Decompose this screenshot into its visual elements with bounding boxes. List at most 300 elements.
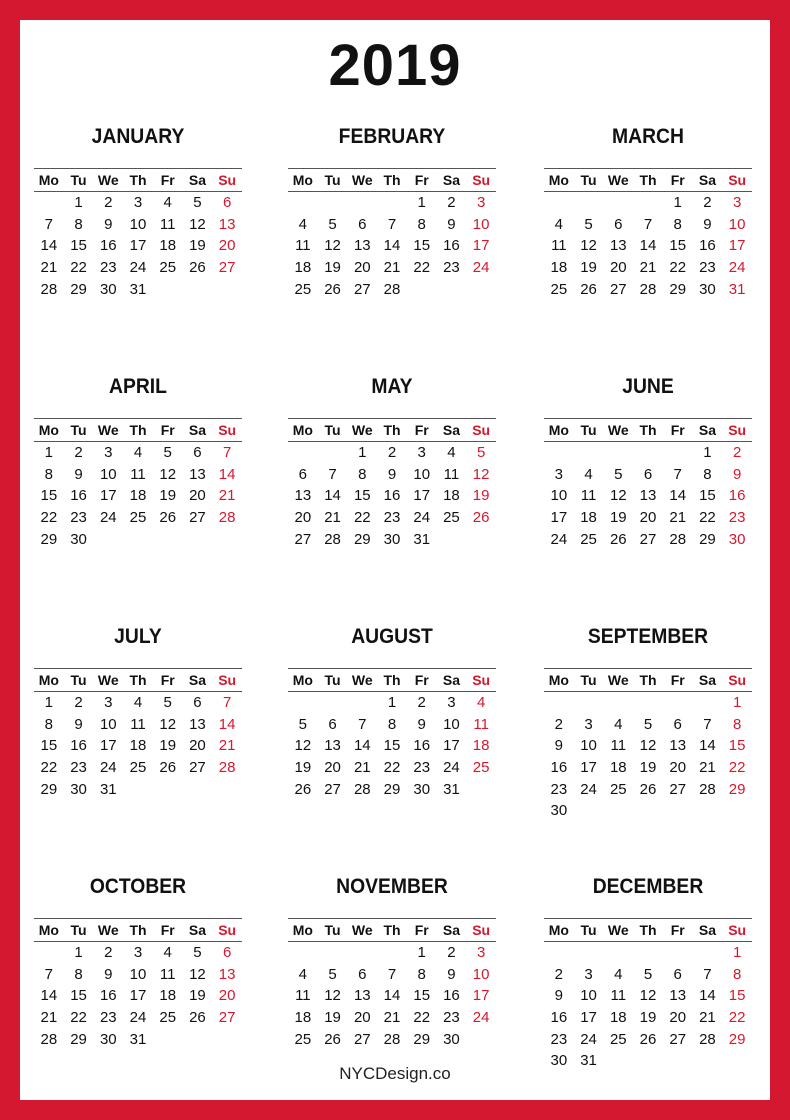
day-cell: 18 — [472, 737, 490, 755]
day-cell: 29 — [669, 280, 687, 298]
day-cell: 25 — [550, 280, 568, 298]
empty-cell — [574, 192, 604, 214]
day-cell: 23 — [70, 759, 87, 777]
day-cell: 26 — [580, 280, 597, 298]
day-cell: 16 — [413, 737, 431, 755]
day-cell: 11 — [443, 465, 460, 483]
week-row — [288, 964, 496, 986]
day-cell: 9 — [703, 215, 712, 233]
day-cell: 24 — [728, 259, 746, 277]
day-cell: 17 — [580, 759, 597, 777]
day-cell: 23 — [728, 509, 746, 527]
weekday-we: We — [97, 922, 119, 938]
week-row — [34, 735, 242, 757]
day-cell: 11 — [159, 965, 176, 983]
day-cell: 5 — [193, 944, 202, 961]
day-cell: 7 — [44, 215, 54, 233]
day-cell: 12 — [639, 737, 657, 755]
month-august — [288, 620, 496, 800]
day-cell: 25 — [129, 509, 147, 527]
day-cell: 25 — [294, 1030, 312, 1048]
day-cell: 10 — [550, 487, 568, 505]
day-cell: 5 — [328, 965, 337, 983]
day-cell: 10 — [413, 465, 431, 483]
day-cell: 6 — [673, 965, 682, 983]
day-cell: 19 — [580, 259, 597, 277]
weekday-header — [288, 169, 496, 192]
day-cell: 18 — [580, 509, 597, 527]
month-june — [544, 370, 752, 550]
weekday-we: We — [351, 672, 373, 688]
day-cell: 20 — [218, 237, 236, 255]
week-row — [544, 692, 752, 714]
day-cell: 2 — [447, 944, 456, 961]
month-december — [544, 870, 752, 1072]
empty-cell — [663, 442, 693, 464]
day-cell: 29 — [40, 530, 58, 548]
day-cell: 20 — [189, 487, 206, 505]
weekday-su: Su — [472, 922, 491, 938]
day-cell: 10 — [99, 715, 117, 733]
day-cell: 19 — [159, 737, 177, 755]
day-cell: 28 — [40, 280, 58, 298]
day-cell: 5 — [163, 694, 172, 711]
empty-cell — [347, 192, 377, 214]
week-row — [544, 714, 752, 736]
week-row — [288, 985, 496, 1007]
week-row — [288, 279, 496, 301]
day-cell: 8 — [732, 965, 742, 983]
week-row — [288, 485, 496, 507]
day-cell: 23 — [443, 259, 460, 277]
weekday-sa: Sa — [442, 172, 460, 188]
day-cell: 7 — [387, 965, 397, 983]
month-may — [288, 370, 496, 550]
weekday-th: Th — [383, 422, 401, 438]
day-cell: 29 — [353, 530, 371, 548]
day-cell: 13 — [353, 987, 371, 1005]
day-cell: 18 — [609, 759, 627, 777]
empty-cell — [318, 442, 348, 464]
day-cell: 7 — [222, 444, 232, 461]
day-cell: 21 — [669, 509, 687, 527]
day-cell: 2 — [104, 944, 113, 961]
day-cell: 31 — [580, 1052, 597, 1070]
day-cell: 28 — [669, 530, 687, 548]
day-cell: 19 — [639, 1009, 657, 1027]
day-cell: 17 — [129, 237, 147, 255]
day-cell: 26 — [639, 780, 657, 798]
day-cell: 20 — [294, 509, 312, 527]
day-cell: 24 — [580, 1030, 597, 1048]
day-cell: 27 — [353, 280, 371, 298]
day-cell: 13 — [189, 715, 206, 733]
day-cell: 30 — [70, 530, 87, 548]
weekday-fr: Fr — [160, 172, 175, 188]
week-row — [34, 257, 242, 279]
day-cell: 3 — [476, 194, 486, 211]
empty-cell — [544, 192, 574, 214]
day-cell: 17 — [550, 509, 568, 527]
day-cell: 14 — [353, 737, 371, 755]
day-cell: 9 — [387, 465, 397, 483]
day-cell: 1 — [703, 444, 712, 461]
day-cell: 9 — [104, 965, 113, 983]
day-cell: 31 — [443, 780, 460, 798]
day-cell: 28 — [40, 1030, 58, 1048]
day-cell: 22 — [699, 509, 716, 527]
month-february — [288, 120, 496, 300]
day-cell: 14 — [699, 987, 716, 1005]
day-cell: 21 — [383, 259, 401, 277]
day-cell: 25 — [609, 780, 627, 798]
week-row — [544, 800, 752, 822]
week-row — [34, 214, 242, 236]
month-name: DECEMBER — [592, 875, 704, 898]
day-cell: 25 — [609, 1030, 627, 1048]
day-cell: 14 — [40, 237, 58, 255]
month-name: JULY — [114, 625, 162, 648]
day-cell: 23 — [413, 759, 431, 777]
week-row — [34, 779, 242, 801]
day-cell: 21 — [383, 1009, 401, 1027]
day-cell: 15 — [728, 987, 746, 1005]
weekday-sa: Sa — [698, 422, 716, 438]
day-cell: 22 — [728, 759, 746, 777]
day-cell: 5 — [298, 715, 308, 733]
day-cell: 18 — [550, 259, 568, 277]
day-cell: 27 — [218, 1009, 236, 1027]
day-cell: 7 — [703, 715, 712, 733]
day-cell: 12 — [472, 465, 490, 483]
day-cell: 8 — [358, 465, 367, 483]
day-cell: 11 — [473, 715, 489, 733]
day-cell: 6 — [222, 944, 232, 961]
weekday-su: Su — [728, 672, 747, 688]
month-name: NOVEMBER — [336, 875, 448, 898]
weekday-fr: Fr — [160, 422, 175, 438]
day-cell: 17 — [99, 487, 117, 505]
day-cell: 13 — [324, 737, 341, 755]
weekday-mo: Mo — [292, 422, 313, 438]
day-cell: 11 — [130, 715, 146, 733]
day-cell: 22 — [40, 509, 58, 527]
day-cell: 30 — [383, 530, 401, 548]
day-cell: 13 — [669, 737, 687, 755]
day-cell: 21 — [40, 259, 58, 277]
day-cell: 9 — [732, 465, 742, 483]
day-cell: 15 — [728, 737, 746, 755]
day-cell: 30 — [699, 280, 716, 298]
day-cell: 4 — [298, 215, 308, 233]
weekday-sa: Sa — [442, 422, 460, 438]
weekday-header — [34, 169, 242, 192]
day-cell: 5 — [193, 194, 202, 211]
empty-cell — [377, 192, 407, 214]
weekday-tu: Tu — [324, 172, 341, 188]
weekday-th: Th — [639, 672, 657, 688]
day-cell: 25 — [129, 759, 147, 777]
day-cell: 31 — [728, 280, 746, 298]
day-cell: 9 — [417, 715, 426, 733]
empty-cell — [347, 692, 377, 714]
week-row — [34, 235, 242, 257]
day-cell: 17 — [472, 987, 490, 1005]
day-cell: 24 — [129, 1009, 147, 1027]
day-cell: 14 — [383, 987, 401, 1005]
day-cell: 7 — [222, 694, 232, 711]
day-cell: 4 — [476, 694, 486, 711]
month-july — [34, 620, 242, 800]
day-cell: 12 — [159, 715, 177, 733]
weekday-tu: Tu — [70, 172, 87, 188]
day-cell: 8 — [44, 715, 54, 733]
day-cell: 6 — [358, 965, 367, 983]
day-cell: 6 — [614, 215, 623, 233]
day-cell: 30 — [70, 780, 87, 798]
weekday-header — [34, 419, 242, 442]
day-cell: 4 — [163, 194, 172, 211]
day-cell: 1 — [732, 944, 742, 961]
weekday-fr: Fr — [414, 672, 429, 688]
day-cell: 7 — [673, 465, 682, 483]
week-row — [544, 964, 752, 986]
week-row — [34, 485, 242, 507]
day-cell: 24 — [550, 530, 568, 548]
day-cell: 1 — [673, 194, 682, 211]
day-cell: 23 — [99, 259, 117, 277]
week-row — [544, 1007, 752, 1029]
day-cell: 2 — [447, 194, 456, 211]
day-cell: 28 — [218, 759, 236, 777]
weekday-we: We — [607, 422, 629, 438]
day-cell: 29 — [70, 280, 87, 298]
day-cell: 16 — [699, 237, 716, 255]
day-cell: 12 — [639, 987, 657, 1005]
day-cell: 30 — [413, 780, 431, 798]
empty-cell — [693, 942, 723, 964]
day-cell: 8 — [673, 215, 682, 233]
weekday-th: Th — [639, 172, 657, 188]
day-cell: 2 — [387, 444, 397, 461]
day-cell: 18 — [159, 987, 177, 1005]
weekday-fr: Fr — [160, 922, 175, 938]
weekday-mo: Mo — [38, 922, 59, 938]
week-row — [34, 464, 242, 486]
calendar-page — [20, 20, 770, 1100]
weekday-mo: Mo — [548, 422, 569, 438]
day-cell: 5 — [163, 444, 172, 461]
weekday-mo: Mo — [548, 922, 569, 938]
week-row — [544, 442, 752, 464]
weekday-mo: Mo — [292, 922, 313, 938]
weekday-we: We — [351, 922, 373, 938]
weekday-fr: Fr — [414, 922, 429, 938]
day-cell: 10 — [580, 737, 597, 755]
week-row — [288, 942, 496, 964]
weekday-su: Su — [472, 672, 491, 688]
week-row — [34, 442, 242, 464]
day-cell: 27 — [639, 530, 657, 548]
day-cell: 24 — [472, 1009, 490, 1027]
week-row — [34, 279, 242, 301]
day-cell: 22 — [353, 509, 371, 527]
weekday-fr: Fr — [670, 922, 685, 938]
day-cell: 1 — [44, 694, 54, 711]
day-cell: 15 — [70, 237, 87, 255]
day-cell: 2 — [104, 194, 113, 211]
day-cell: 25 — [580, 530, 597, 548]
day-cell: 13 — [294, 487, 312, 505]
week-row — [544, 1029, 752, 1051]
day-cell: 28 — [383, 280, 401, 298]
weekday-header — [544, 419, 752, 442]
day-cell: 24 — [413, 509, 431, 527]
empty-cell — [574, 942, 604, 964]
day-cell: 8 — [74, 215, 83, 233]
day-cell: 5 — [643, 715, 653, 733]
day-cell: 22 — [70, 259, 87, 277]
day-cell: 25 — [294, 280, 312, 298]
empty-cell — [574, 442, 604, 464]
weekday-we: We — [97, 172, 119, 188]
day-cell: 18 — [129, 737, 147, 755]
week-row — [288, 257, 496, 279]
week-row — [34, 1007, 242, 1029]
day-cell: 9 — [104, 215, 113, 233]
day-cell: 16 — [99, 987, 117, 1005]
empty-cell — [318, 192, 348, 214]
week-row — [544, 214, 752, 236]
day-cell: 24 — [443, 759, 460, 777]
week-row — [288, 714, 496, 736]
day-cell: 6 — [643, 465, 653, 483]
weekday-th: Th — [383, 172, 401, 188]
day-cell: 21 — [639, 259, 657, 277]
week-row — [544, 779, 752, 801]
day-cell: 10 — [472, 965, 490, 983]
month-name: APRIL — [109, 375, 167, 398]
empty-cell — [633, 192, 663, 214]
day-cell: 15 — [413, 987, 431, 1005]
weekday-th: Th — [129, 172, 147, 188]
day-cell: 18 — [159, 237, 177, 255]
day-cell: 17 — [728, 237, 746, 255]
day-cell: 11 — [610, 737, 627, 755]
month-name: JUNE — [622, 375, 674, 398]
week-row — [288, 735, 496, 757]
weekday-fr: Fr — [670, 422, 685, 438]
weekday-su: Su — [218, 922, 237, 938]
weekday-sa: Sa — [442, 922, 460, 938]
day-cell: 12 — [324, 237, 341, 255]
day-cell: 2 — [74, 694, 83, 711]
week-row — [544, 529, 752, 551]
weekday-tu: Tu — [580, 172, 597, 188]
day-cell: 5 — [584, 215, 593, 233]
day-cell: 7 — [44, 965, 54, 983]
weekday-header — [34, 919, 242, 942]
day-cell: 14 — [383, 237, 401, 255]
day-cell: 16 — [99, 237, 117, 255]
day-cell: 6 — [298, 465, 308, 483]
empty-cell — [288, 942, 318, 964]
day-cell: 19 — [472, 487, 490, 505]
day-cell: 30 — [99, 280, 117, 298]
day-cell: 27 — [189, 759, 206, 777]
day-cell: 21 — [218, 737, 236, 755]
month-name: JANUARY — [91, 125, 185, 148]
day-cell: 18 — [294, 1009, 312, 1027]
weekday-th: Th — [639, 422, 657, 438]
day-cell: 18 — [443, 487, 460, 505]
day-cell: 29 — [728, 1030, 746, 1048]
weekday-th: Th — [129, 922, 147, 938]
day-cell: 12 — [189, 215, 206, 233]
day-cell: 10 — [443, 715, 460, 733]
month-name: FEBRUARY — [338, 125, 446, 148]
day-cell: 1 — [74, 944, 83, 961]
day-cell: 8 — [732, 715, 742, 733]
day-cell: 13 — [353, 237, 371, 255]
day-cell: 2 — [732, 444, 742, 461]
day-cell: 16 — [70, 737, 87, 755]
day-cell: 26 — [609, 530, 627, 548]
day-cell: 9 — [447, 965, 456, 983]
week-row — [288, 779, 496, 801]
empty-cell — [544, 942, 574, 964]
empty-cell — [288, 192, 318, 214]
day-cell: 9 — [74, 465, 83, 483]
day-cell: 7 — [703, 965, 712, 983]
day-cell: 16 — [443, 237, 460, 255]
week-row — [544, 507, 752, 529]
day-cell: 23 — [550, 780, 568, 798]
day-cell: 15 — [669, 237, 687, 255]
day-cell: 22 — [413, 259, 431, 277]
empty-cell — [544, 692, 574, 714]
day-cell: 31 — [129, 280, 147, 298]
day-cell: 2 — [417, 694, 426, 711]
day-cell: 27 — [669, 780, 687, 798]
month-name: MARCH — [612, 125, 684, 148]
day-cell: 25 — [159, 259, 177, 277]
week-row — [288, 192, 496, 214]
day-cell: 15 — [40, 487, 58, 505]
weekday-su: Su — [728, 422, 747, 438]
day-cell: 17 — [129, 987, 147, 1005]
day-cell: 11 — [610, 987, 627, 1005]
day-cell: 28 — [218, 509, 236, 527]
day-cell: 14 — [669, 487, 687, 505]
day-cell: 23 — [550, 1030, 568, 1048]
weekday-we: We — [351, 172, 373, 188]
day-cell: 29 — [70, 1030, 87, 1048]
day-cell: 9 — [554, 737, 564, 755]
day-cell: 22 — [40, 759, 58, 777]
weekday-th: Th — [639, 922, 657, 938]
week-row — [288, 757, 496, 779]
day-cell: 16 — [443, 987, 460, 1005]
day-cell: 16 — [383, 487, 401, 505]
day-cell: 21 — [218, 487, 236, 505]
empty-cell — [318, 942, 348, 964]
day-cell: 4 — [298, 965, 308, 983]
day-cell: 5 — [643, 965, 653, 983]
weekday-tu: Tu — [324, 922, 341, 938]
weekday-we: We — [607, 922, 629, 938]
empty-cell — [318, 692, 348, 714]
